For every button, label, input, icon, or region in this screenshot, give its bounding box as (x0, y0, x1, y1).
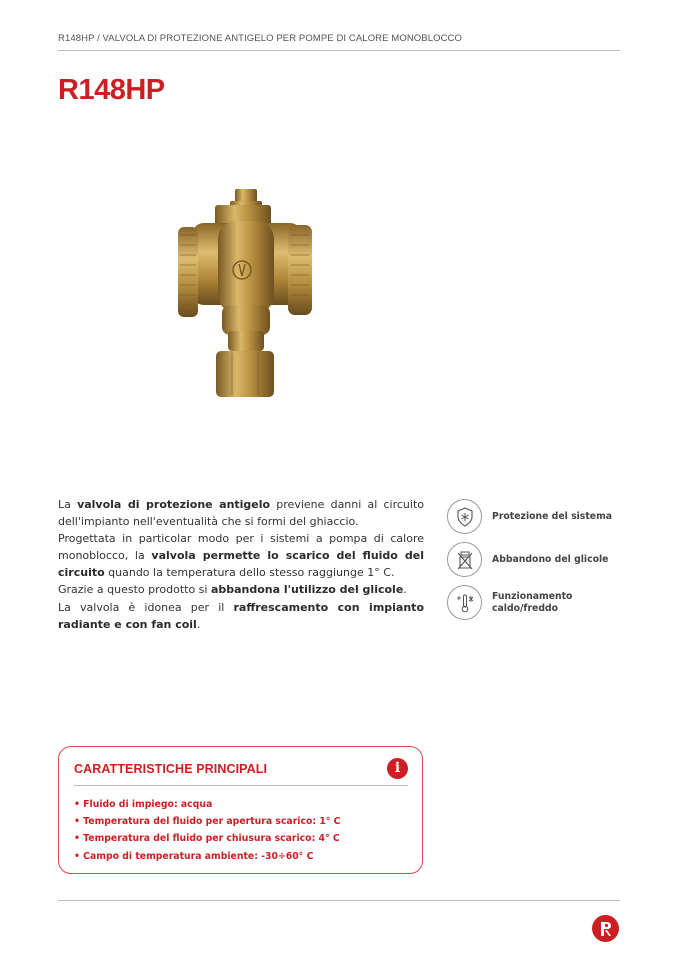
description-paragraph: La valvola di protezione antigelo previene danni al circuito dell'impianto nell'eventualità che si formi del ghiaccio. (58, 498, 424, 529)
crossed-bottle-icon (447, 542, 482, 577)
brass-valve-icon (160, 175, 330, 405)
main-specs-box (58, 746, 423, 874)
feature-glycol-free (447, 542, 608, 577)
product-description (58, 496, 424, 633)
specs-list (74, 796, 341, 865)
list-item: • Temperatura del fluido per apertura scarico: 1° C (74, 816, 341, 828)
description-paragraph: Grazie a questo prodotto si abbandona l'utilizzo del glicole. (58, 583, 407, 597)
specs-divider (74, 785, 408, 786)
feature-label: Protezione del sistema (492, 510, 613, 522)
info-icon: i (387, 758, 408, 779)
footer-divider (58, 900, 620, 901)
list-item: • Fluido di impiego: acqua (74, 799, 213, 810)
product-image (160, 175, 330, 405)
description-paragraph: La valvola è idonea per il raffrescamento con impianto radiante e con fan coil. (58, 600, 424, 631)
thermometer-sun-snow-icon (447, 585, 482, 620)
list-item: • Campo di temperatura ambiente: -30÷60° C (74, 850, 314, 862)
header-divider (58, 50, 620, 51)
page-title: R148HP (58, 74, 165, 106)
feature-system-protection (447, 499, 612, 534)
feature-hot-cold (447, 585, 572, 620)
description-paragraph: Progettata in particolar modo per i sistemi a pompa di calore monoblocco, la valvola permette lo scarico del fluido del circuito quando la temperatura dello stesso raggiunge 1° C. (58, 532, 424, 580)
list-item: • Temperatura del fluido per chiusura scarico: 4° C (74, 833, 340, 845)
brand-logo-icon (592, 915, 619, 942)
specs-title: CARATTERISTICHE PRINCIPALI (74, 762, 268, 776)
snowflake-shield-icon (447, 499, 482, 534)
feature-label: Abbandono del glicole (492, 553, 609, 565)
header-breadcrumb: R148HP / VALVOLA DI PROTEZIONE ANTIGELO PER POMPE DI CALORE MONOBLOCCO (58, 33, 462, 44)
feature-label: Funzionamento caldo/freddo (492, 591, 573, 614)
